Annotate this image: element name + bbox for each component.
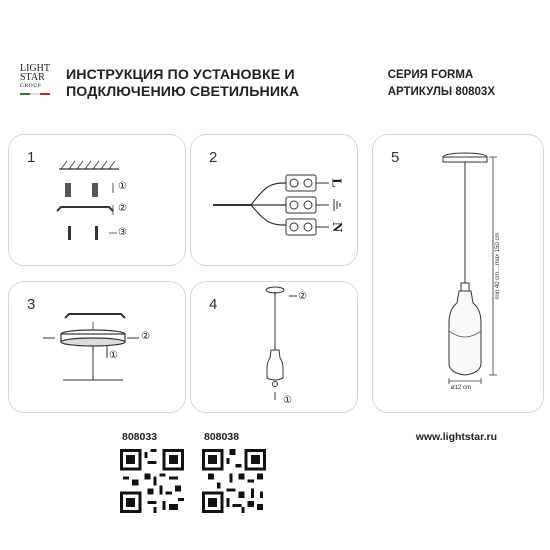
step-marker-1: ① xyxy=(283,395,292,406)
logo-text-star: STAR xyxy=(20,72,45,83)
step-number: 5 xyxy=(391,149,400,166)
height-range-label: min 40 cm....max 150 cm xyxy=(495,232,501,300)
step-marker-2: ② xyxy=(298,291,307,302)
website-link[interactable]: www.lightstar.ru xyxy=(415,431,497,443)
article-808033: 808033 xyxy=(122,431,158,443)
canopy-mount-diagram xyxy=(9,282,185,412)
qr-code-808038 xyxy=(202,449,266,513)
step-number: 4 xyxy=(209,296,218,313)
step-4-panel xyxy=(190,281,358,413)
title-line-2: ПОДКЛЮЧЕНИЮ СВЕТИЛЬНИКА xyxy=(66,84,300,100)
logo-text-group: GROUP xyxy=(20,83,42,89)
document-title xyxy=(66,67,299,101)
step-marker-3: ③ xyxy=(118,227,127,238)
series-name: СЕРИЯ FORMA xyxy=(387,69,474,81)
screw-icon xyxy=(68,226,98,240)
article-numbers: АРТИКУЛЫ 80803X xyxy=(387,86,495,98)
step-number: 2 xyxy=(209,149,218,166)
neutral-label: N xyxy=(329,221,345,233)
qr-code-808033 xyxy=(120,449,184,513)
dimensions-diagram xyxy=(373,135,543,412)
series-info xyxy=(388,67,495,101)
diameter-label: ø12 cm xyxy=(451,385,472,391)
ceiling-mount-diagram xyxy=(9,135,185,265)
live-label: L xyxy=(328,178,344,188)
ground-icon xyxy=(334,199,340,211)
step-5-panel xyxy=(372,134,544,413)
step-number: 1 xyxy=(27,149,36,166)
step-3-panel xyxy=(8,281,186,413)
article-808038: 808038 xyxy=(204,431,240,443)
italian-flag-stripe xyxy=(20,93,50,95)
logo-text-light: LIGHT xyxy=(20,63,50,74)
step-marker-1: ① xyxy=(118,181,127,192)
lightstar-logo xyxy=(20,64,50,97)
step-2-panel xyxy=(190,134,358,266)
wiring-diagram xyxy=(191,135,357,265)
step-marker-2: ② xyxy=(118,203,127,214)
title-line-1: ИНСТРУКЦИЯ ПО УСТАНОВКЕ И xyxy=(66,67,295,83)
step-marker-1: ① xyxy=(109,350,118,361)
shade-install-diagram xyxy=(191,282,357,412)
step-1-panel xyxy=(8,134,186,266)
step-number: 3 xyxy=(27,296,36,313)
wall-plug-icon xyxy=(65,183,98,197)
step-marker-2: ② xyxy=(141,331,150,342)
